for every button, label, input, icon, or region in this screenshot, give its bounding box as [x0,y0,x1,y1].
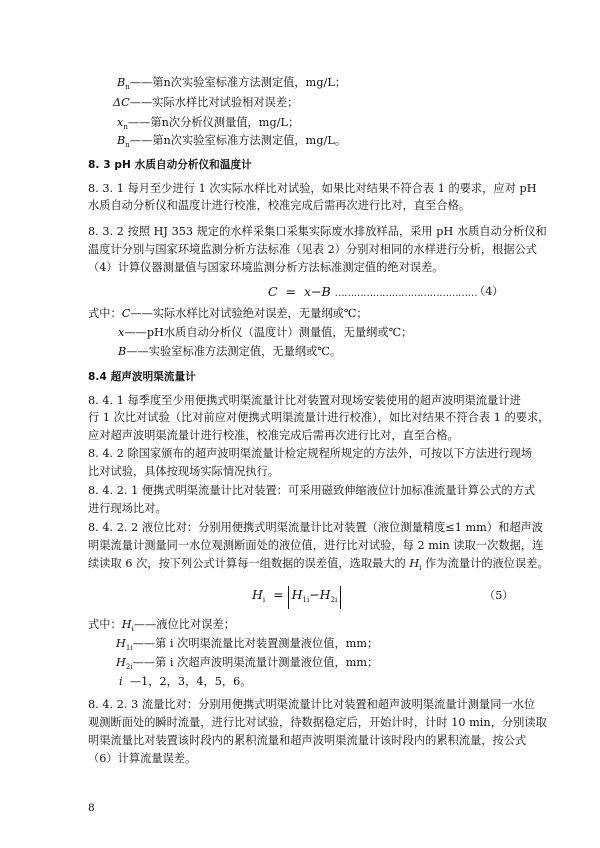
para-8-4-2-2-line-2: 明渠流量计测量同一水位观测断面处的液位值，进行比对试验，每 2 min 读取一次数据，连 [88,539,544,552]
para-8-4-2-1-line-1: 8. 4. 2. 1 便携式明渠流量计比对装置：可采用磁致伸缩液位计加标准流量计算公式的方式 [88,484,536,497]
def-bn-1: $B_n——$第n次实验室标准方法测定值，mg/L； [117,76,347,91]
para-8-4-2-2-line-3: 续读取 6 次，按下列公式计算每一组数据的误差值，选取最大的 $H_i$ 作为流量计的液位误差。 [88,557,549,572]
equation-number-5: （5） [484,589,514,602]
para-8-4-2-1-line-2: 进行现场比对。 [88,502,167,515]
para-8-4-2-3-line-2: 观测断面处的瞬时流量，进行比对试验，待数据稳定后，开始计时，计时 10 min，分别读取 [88,716,547,729]
para-8-4-2-3-line-1: 8. 4. 2. 3 流量比对：分别用便携式明渠流量计比对装置和超声波明渠流量计测量同一水位 [88,698,536,711]
def-xn: $x_n——$第n次分析仪测量值，mg/L； [117,116,300,131]
para-8-3-2-line-1: 8. 3. 2 按照 HJ 353 规定的水样采集口采集实际废水排放样品，采用 pH 水质自动分析仪和 [88,225,547,238]
para-8-3-1-line-1: 8. 3. 1 每月至少进行 1 次实际水样比对试验，如果比对结果不符合表 1 的要求，应对 pH [88,182,537,195]
para-8-3-2-line-3: （4）计算仪器测量值与国家环境监测分析方法标准测定值的绝对误差。 [88,261,444,274]
def-hi: 式中：$H_i——$液位比对误差； [88,618,235,633]
page-number: 8 [88,802,95,814]
section-heading-8-3: 8. 3 pH 水质自动分析仪和温度计 [88,159,252,171]
para-8-4-1-line-3: 应对超声波明渠流量计进行校准，校准完成后需再次进行比对，直至合格。 [88,429,459,442]
equation-number-4: （4） [474,285,504,298]
formula-5: $H_i = H_{1i}-H_{2i}$ [252,586,341,609]
para-8-4-1-line-1: 8. 4. 1 每季度至少用便携式明渠流量计比对装置对现场安装使用的超声波明渠流量计进 [88,394,521,407]
para-8-4-2-line-2: 比对试验，具体按现场实际情况执行。 [88,465,280,478]
def-b: B——实验室标准方法测定值，无量纲或℃。 [118,345,342,358]
def-bn-2: $B_n——$第n次实验室标准方法测定值，mg/L。 [117,134,347,149]
para-8-4-2-3-line-4: （6）计算流量误差。 [88,752,197,765]
def-h2i: $H_{2i}——$第 i 次超声波明渠流量计测量液位值，mm； [116,656,379,671]
para-8-4-2-3-line-3: 明渠流量比对装置该时段内的累积流量和超声波明渠流量计该时段内的累积流量，按公式 [88,734,527,747]
para-8-4-2-line-1: 8. 4. 2 除国家颁布的超声波明渠流量计检定规程所规定的方法外，可按以下方法进行现场 [88,447,533,460]
para-8-4-2-2-line-1: 8. 4. 2. 2 液位比对：分别用便携式明渠流量计比对装置（液位测量精度≤1 mm）和超声波 [88,521,544,534]
def-i: i —1，2，3，4，5，6。 [119,675,252,688]
def-x: x——pH水质自动分析仪（温度计）测量值，无量纲或℃； [118,326,413,339]
para-8-4-1-line-2: 行 1 次比对试验（比对前应对便携式明渠流量计进行校准），如比对结果不符合表 1 的要求， [88,411,550,424]
section-heading-8-4: 8.4 超声波明渠流量计 [88,371,196,383]
para-8-3-1-line-2: 水质自动分析仪和温度计进行校准，校准完成后需再次进行比对，直至合格。 [88,199,471,212]
def-c: 式中：C——实际水样比对试验绝对误差，无量纲或℃； [88,307,368,320]
def-h1i: $H_{1i}——$第 i 次明渠流量比对装置测量液位值，mm； [116,637,379,652]
formula-4: C = x−B ……………………………………… [268,284,478,299]
para-8-3-2-line-2: 温度计分别与国家环境监测分析方法标准（见表 2）分别对相同的水样进行分析，根据公式 [88,243,538,256]
def-delta-c: ΔC——实际水样比对试验相对误差； [113,96,299,109]
